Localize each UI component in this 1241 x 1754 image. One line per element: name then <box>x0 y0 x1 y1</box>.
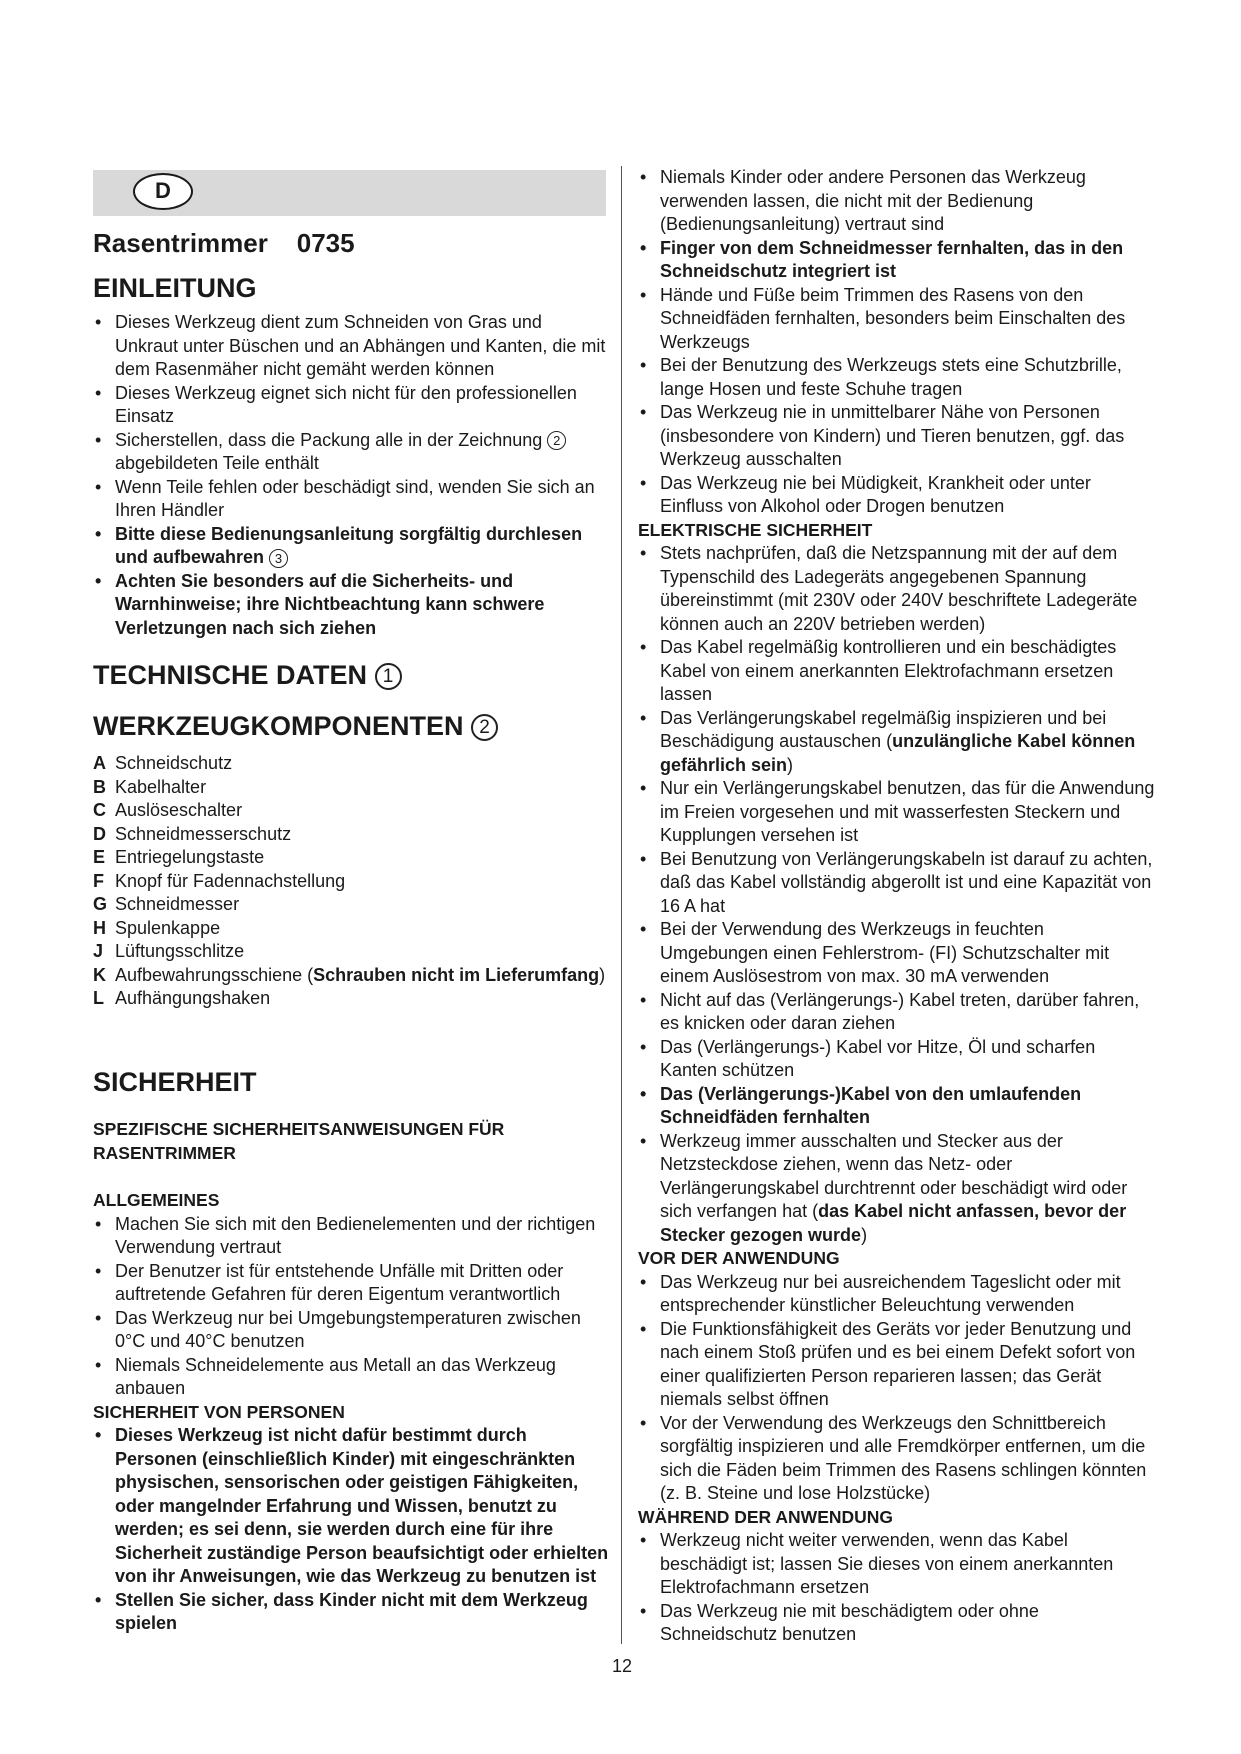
list-item: • Bei Benutzung von Verlängerungskabeln ist darauf zu achten, daß das Kabel vollständig abgerollt ist und eine Kapazität von 16 A hat <box>638 848 1156 919</box>
page-title <box>93 228 355 259</box>
figure-ref-icon: 2 <box>471 714 498 741</box>
list-item: • Bei der Benutzung des Werkzeugs stets eine Schutzbrille, lange Hosen und feste Schuhe tragen <box>638 354 1156 401</box>
list-item: • Nicht auf das (Verlängerungs-) Kabel treten, darüber fahren, es knicken oder daran ziehen <box>638 989 1156 1036</box>
before-use-list <box>638 1271 1156 1506</box>
list-item: • Das Werkzeug nur bei ausreichendem Tageslicht oder mit entsprechender künstlicher Beleuchtung verwenden <box>638 1271 1156 1318</box>
electric-list <box>638 542 1156 1247</box>
figure-ref-icon: 3 <box>269 549 288 568</box>
list-item: • Das Werkzeug nur bei Umgebungstemperaturen zwischen 0°C und 40°C benutzen <box>93 1307 609 1354</box>
list-item: • Die Funktionsfähigkeit des Geräts vor jeder Benutzung und nach einem Stoß prüfen und es bei einem Defekt sofort von einer qualifizierten Person reparieren lassen; das Gerät niemals selbst öffnen <box>638 1318 1156 1412</box>
safety-heading: SICHERHEIT <box>93 1067 257 1097</box>
during-use-list <box>638 1529 1156 1647</box>
components-list <box>93 752 609 1011</box>
components-heading: WERKZEUGKOMPONENTEN 2 <box>93 711 498 742</box>
list-item: • Der Benutzer ist für entstehende Unfälle mit Dritten oder auftretende Gefahren für deren Eigentum verantwortlich <box>93 1260 609 1307</box>
list-item: • Dieses Werkzeug ist nicht dafür bestimmt durch Personen (einschließlich Kinder) mit eingeschränkten physischen, sensorischen oder geistigen Fähigkeiten, oder mangelnder Erfahrung und Wissen, benutzt zu werden; es sei denn, sie werden durch eine für ihre Sicherheit zuständige Person beaufsichtigt oder erhielten von ihr Anweisungen, wie das Werkzeug zu benutzen ist <box>93 1424 609 1589</box>
list-item: • Das Verlängerungskabel regelmäßig inspizieren und bei Beschädigung austauschen (unzulängliche Kabel können gefährlich sein) <box>638 707 1156 778</box>
figure-ref-icon: 2 <box>547 431 566 450</box>
component-item: G Schneidmesser <box>93 894 240 914</box>
component-item: A Schneidschutz <box>93 753 233 773</box>
safety-right-block <box>638 166 1156 1647</box>
list-item: • Achten Sie besonders auf die Sicherheits- und Warnhinweise; ihre Nichtbeachtung kann schwere Verletzungen nach sich ziehen <box>93 570 609 641</box>
language-badge: D <box>133 173 193 210</box>
component-item: B Kabelhalter <box>93 776 207 797</box>
list-item: • Stellen Sie sicher, dass Kinder nicht mit dem Werkzeug spielen <box>93 1589 609 1636</box>
list-item: • Das Kabel regelmäßig kontrollieren und ein beschädigtes Kabel von einem anerkannten Elektrofachmann ersetzen lassen <box>638 636 1156 707</box>
model-number: 0735 <box>296 228 355 258</box>
general-list <box>93 1213 609 1401</box>
list-item: • Das (Verlängerungs-)Kabel von den umlaufenden Schneidfäden fernhalten <box>638 1083 1156 1130</box>
intro-list-block <box>93 311 609 640</box>
figure-ref-icon: 1 <box>375 663 402 690</box>
list-item: • Bitte diese Bedienungsanleitung sorgfältig durchlesen und aufbewahren 3 <box>93 523 609 570</box>
list-item: • Nur ein Verlängerungskabel benutzen, das für die Anwendung im Freien vorgesehen und mit wasserfesten Steckern und Kupplungen versehen ist <box>638 777 1156 848</box>
list-item: • Das Werkzeug nie mit beschädigtem oder ohne Schneidschutz benutzen <box>638 1600 1156 1647</box>
page-number: 12 <box>612 1656 633 1676</box>
language-bar <box>93 170 606 216</box>
list-item: • Hände und Füße beim Trimmen des Rasens von den Schneidfäden fernhalten, besonders beim Einschalten des Werkzeugs <box>638 284 1156 355</box>
intro-heading: EINLEITUNG <box>93 273 257 303</box>
component-item: C Auslöseschalter <box>93 800 243 820</box>
list-item: • Dieses Werkzeug eignet sich nicht für den professionellen Einsatz <box>93 382 609 429</box>
before-use-heading: VOR DER ANWENDUNG <box>638 1248 840 1268</box>
persons-heading: SICHERHEIT VON PERSONEN <box>93 1401 345 1422</box>
component-item: H Spulenkappe <box>93 917 221 938</box>
list-item: • Stets nachprüfen, daß die Netzspannung mit der auf dem Typenschild des Ladegeräts angegebenen Spannung übereinstimmt (mit 230V oder 240V beschriftete Ladegeräte können auch an 220V betrieben werden) <box>638 542 1156 636</box>
component-item: K Aufbewahrungsschiene (Schrauben nicht im Lieferumfang) <box>93 964 606 985</box>
component-item: E Entriegelungstaste <box>93 847 265 867</box>
list-item: • Das Werkzeug nie bei Müdigkeit, Krankheit oder unter Einfluss von Alkohol oder Drogen benutzen <box>638 472 1156 519</box>
list-item: • Dieses Werkzeug dient zum Schneiden von Gras und Unkraut unter Büschen und an Abhängen und Kanten, die mit dem Rasenmäher nicht gemäht werden können <box>93 311 609 382</box>
during-use-heading: WÄHREND DER ANWENDUNG <box>638 1506 894 1527</box>
component-item: D Schneidmesserschutz <box>93 823 292 844</box>
list-item: • Das Werkzeug nie in unmittelbarer Nähe von Personen (insbesondere von Kindern) und Tieren benutzen, ggf. das Werkzeug ausschalten <box>638 401 1156 472</box>
product-name: Rasentrimmer <box>93 228 268 258</box>
tech-data-heading: TECHNISCHE DATEN 1 <box>93 660 402 691</box>
intro-list <box>93 311 609 640</box>
general-heading: ALLGEMEINES <box>93 1190 220 1210</box>
component-item: J Lüftungsschlitze <box>93 941 245 961</box>
safety-left-block <box>93 1118 609 1636</box>
list-item: • Wenn Teile fehlen oder beschädigt sind, wenden Sie sich an Ihren Händler <box>93 476 609 523</box>
list-item: • Niemals Schneidelemente aus Metall an das Werkzeug anbauen <box>93 1354 609 1401</box>
specific-safety-heading: SPEZIFISCHE SICHERHEITSANWEISUNGEN FÜR RASENTRIMMER <box>93 1119 505 1163</box>
component-item: F Knopf für Fadennachstellung <box>93 870 346 891</box>
list-item: • Bei der Verwendung des Werkzeugs in feuchten Umgebungen einen Fehlerstrom- (FI) Schutzschalter mit einem Auslösestrom von max. 30 mA verwenden <box>638 918 1156 989</box>
persons-list <box>93 1424 609 1636</box>
component-item: L Aufhängungshaken <box>93 988 271 1008</box>
list-item: • Das (Verlängerungs-) Kabel vor Hitze, Öl und scharfen Kanten schützen <box>638 1036 1156 1083</box>
list-item: • Werkzeug nicht weiter verwenden, wenn das Kabel beschädigt ist; lassen Sie dieses von einem anerkannten Elektrofachmann ersetzen <box>638 1529 1156 1600</box>
list-item: • Sicherstellen, dass die Packung alle in der Zeichnung 2 abgebildeten Teile enthält <box>93 429 609 476</box>
list-item: • Werkzeug immer ausschalten und Stecker aus der Netzsteckdose ziehen, wenn das Netz- oder Verlängerungskabel durchtrennt oder beschädigt wird oder sich verfangen hat (das Kabel nicht anfassen, bevor der Stecker gezogen wurde) <box>638 1130 1156 1248</box>
list-item: • Machen Sie sich mit den Bedienelementen und der richtigen Verwendung vertraut <box>93 1213 609 1260</box>
column-divider <box>621 166 622 1644</box>
persons-continued-list <box>638 166 1156 519</box>
electric-safety-heading: ELEKTRISCHE SICHERHEIT <box>638 519 873 540</box>
list-item: • Niemals Kinder oder andere Personen das Werkzeug verwenden lassen, die nicht mit der Bedienung (Bedienungsanleitung) vertraut sind <box>638 166 1156 237</box>
list-item: • Vor der Verwendung des Werkzeugs den Schnittbereich sorgfältig inspizieren und alle Fremdkörper entfernen, um die sich die Fäden beim Trimmen des Rasens schlingen könnten (z. B. Steine und lose Holzstücke) <box>638 1412 1156 1506</box>
list-item: • Finger von dem Schneidmesser fernhalten, das in den Schneidschutz integriert ist <box>638 237 1156 284</box>
